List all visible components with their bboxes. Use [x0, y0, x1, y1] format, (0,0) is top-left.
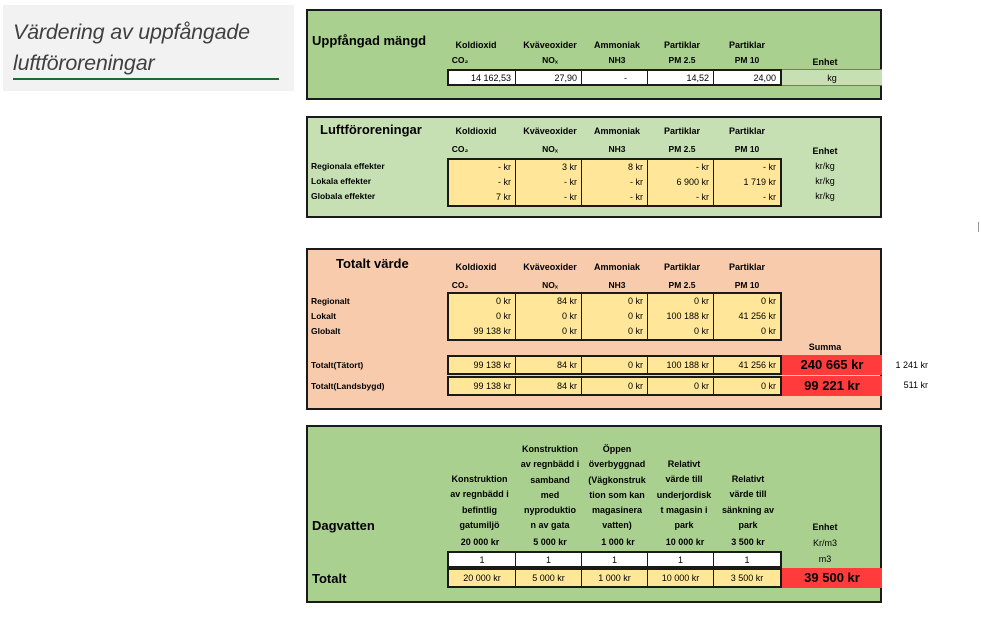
- value-cell[interactable]: 99 138 kr: [449, 324, 516, 339]
- col-header-dagvatten-5: Relativt värde till sänkning av park: [721, 474, 775, 530]
- value-cell[interactable]: - kr: [648, 160, 714, 175]
- sum-dagvatten[interactable]: 39 500 kr: [782, 568, 882, 588]
- price-cell: 10 000 kr: [665, 537, 705, 547]
- table-row: [449, 160, 780, 175]
- col-header-pm10: Partiklar: [728, 262, 766, 272]
- qty-unit: m3: [818, 554, 832, 564]
- col-header-pm25: Partiklar: [663, 126, 701, 136]
- value-cell[interactable]: 7 kr: [449, 190, 516, 205]
- value-cell[interactable]: 0 kr: [449, 309, 516, 324]
- value-cell[interactable]: 0 kr: [449, 294, 516, 309]
- value-cell[interactable]: 100 188 kr: [648, 309, 714, 324]
- value-cell[interactable]: 0 kr: [760, 326, 776, 336]
- value-cell[interactable]: 0 kr: [582, 378, 648, 394]
- quantity-input[interactable]: 1: [744, 555, 750, 565]
- summa-label: Summa: [808, 342, 842, 352]
- col-header-co2: Koldioxid: [455, 262, 497, 272]
- section-title: Totalt värde: [336, 256, 409, 271]
- col-sub-nh3: NH3: [608, 280, 626, 290]
- value-cell[interactable]: - kr: [582, 175, 648, 190]
- col-sub-pm25: PM 2.5: [668, 55, 696, 65]
- value-cell[interactable]: 0 kr: [516, 309, 582, 324]
- section-title: Luftföroreningar: [320, 122, 422, 137]
- value-cell[interactable]: - kr: [582, 190, 648, 205]
- totalt-landsbygd-row: [447, 376, 782, 396]
- value-cell[interactable]: 0 kr: [760, 381, 776, 391]
- value-cell[interactable]: - kr: [648, 190, 714, 205]
- value-cell[interactable]: 6 900 kr: [648, 175, 714, 190]
- price-cell: 1 000 kr: [601, 537, 635, 547]
- value-cell[interactable]: 24,00: [753, 73, 776, 83]
- row-label: Lokalt: [311, 311, 337, 321]
- row-label: Regionalt: [311, 296, 350, 306]
- value-cell[interactable]: 84 kr: [516, 357, 582, 373]
- unit-header: Enhet: [812, 57, 838, 67]
- section-uppfangad: [306, 9, 882, 100]
- col-header-nox: Kväveoxider: [523, 40, 577, 50]
- value-cell[interactable]: 0 kr: [648, 324, 714, 339]
- value-cell[interactable]: 0 kr: [582, 309, 648, 324]
- value-cell[interactable]: - kr: [763, 192, 776, 202]
- value-cell[interactable]: 20 000 kr: [449, 570, 516, 586]
- value-cell[interactable]: 1 719 kr: [743, 177, 776, 187]
- value-cell[interactable]: 84 kr: [516, 378, 582, 394]
- value-cell[interactable]: 5 000 kr: [516, 570, 582, 586]
- page-title: Värdering av uppfångade luftföroreningar: [13, 20, 250, 75]
- table-row: [449, 309, 780, 324]
- title-box: [3, 5, 294, 91]
- value-cell[interactable]: 0 kr: [516, 324, 582, 339]
- col-header-nh3: Ammoniak: [593, 262, 640, 272]
- value-cell[interactable]: 41 256 kr: [738, 311, 776, 321]
- col-header-nh3: Ammoniak: [593, 126, 640, 136]
- title-underline: [13, 78, 279, 80]
- col-sub-nh3: NH3: [608, 144, 626, 154]
- value-cell[interactable]: 3 500 kr: [730, 573, 764, 583]
- luft-values-grid: [447, 158, 782, 207]
- quantity-input[interactable]: 1: [516, 553, 582, 568]
- total-label: Totalt: [312, 571, 347, 586]
- value-cell[interactable]: 84 kr: [516, 294, 582, 309]
- row-label: Globala effekter: [311, 191, 376, 201]
- sum-tatort[interactable]: 240 665 kr: [782, 355, 882, 375]
- col-header-co2: Koldioxid: [455, 40, 497, 50]
- value-cell[interactable]: - kr: [516, 175, 582, 190]
- row-label: Totalt(Landsbygd): [311, 381, 385, 391]
- col-sub-pm10: PM 10: [734, 144, 760, 154]
- unit-cell: kr/kg: [815, 176, 835, 186]
- quantity-input[interactable]: 1: [648, 553, 714, 568]
- col-header-dagvatten-3: Öppen överbyggnad (Vägkonstruk tion som kan magasinera vatten): [588, 444, 646, 531]
- col-sub-nox: NOₓ: [542, 55, 558, 65]
- col-header-pm25: Partiklar: [663, 262, 701, 272]
- unit-header: Enhet: [812, 146, 838, 156]
- col-sub-nox: NOₓ: [542, 144, 558, 154]
- value-cell[interactable]: 1 000 kr: [582, 570, 648, 586]
- section-dagvatten: [306, 425, 882, 603]
- col-header-pm10: Partiklar: [728, 126, 766, 136]
- value-cell[interactable]: 0 kr: [648, 378, 714, 394]
- value-cell[interactable]: 14 162,53: [449, 71, 516, 86]
- section-totalt-varde: [306, 248, 882, 410]
- value-cell[interactable]: 99 138 kr: [449, 378, 516, 394]
- price-cell: 5 000 kr: [533, 537, 567, 547]
- col-header-co2: Koldioxid: [455, 126, 497, 136]
- value-cell[interactable]: 14,52: [648, 71, 714, 86]
- value-cell[interactable]: 0 kr: [760, 296, 776, 306]
- col-sub-co2: CO₂: [451, 55, 469, 65]
- unit-header: Enhet: [812, 522, 838, 532]
- price-unit: Kr/m3: [812, 538, 837, 548]
- value-cell[interactable]: 0 kr: [582, 294, 648, 309]
- price-cell: 3 500 kr: [731, 537, 765, 547]
- row-label: Totalt(Tätort): [311, 360, 364, 370]
- value-cell[interactable]: 10 000 kr: [648, 570, 714, 586]
- col-sub-nh3: NH3: [608, 55, 626, 65]
- value-cell[interactable]: - kr: [449, 160, 516, 175]
- value-cell[interactable]: - kr: [763, 162, 776, 172]
- totalt-values-grid: [447, 292, 782, 341]
- col-sub-co2: CO₂: [451, 144, 469, 154]
- col-header-nh3: Ammoniak: [593, 40, 640, 50]
- unit-cell: kg: [782, 69, 882, 86]
- price-cell: 20 000 kr: [460, 537, 500, 547]
- table-row: [449, 294, 780, 309]
- quantity-input[interactable]: 1: [449, 553, 516, 568]
- row-label: Globalt: [311, 326, 341, 336]
- table-row: [449, 190, 780, 205]
- side-value-landsbygd: 511 kr: [903, 380, 928, 390]
- unit-cell: kr/kg: [815, 191, 835, 201]
- section-title: Uppfångad mängd: [312, 33, 427, 48]
- quantity-input[interactable]: 1: [582, 553, 648, 568]
- value-cell[interactable]: 0 kr: [582, 357, 648, 373]
- value-cell[interactable]: 27,90: [516, 71, 582, 86]
- value-cell[interactable]: 100 188 kr: [648, 357, 714, 373]
- value-cell[interactable]: 0 kr: [648, 294, 714, 309]
- side-value-tatort: 1 241 kr: [895, 360, 928, 370]
- dagvatten-total-row: [447, 568, 782, 588]
- uppfangad-values-row: [447, 69, 782, 86]
- value-cell[interactable]: - kr: [449, 175, 516, 190]
- value-cell[interactable]: -: [582, 71, 648, 86]
- col-header-dagvatten-4: Relativt värde till underjordisk t magasin i park: [656, 459, 712, 531]
- value-cell[interactable]: - kr: [516, 190, 582, 205]
- col-sub-co2: CO₂: [451, 280, 469, 290]
- sum-landsbygd[interactable]: 99 221 kr: [782, 376, 882, 396]
- section-title: Dagvatten: [312, 518, 375, 533]
- row-label: Lokala effekter: [311, 176, 371, 186]
- section-luftfororeningar: [306, 116, 882, 218]
- col-sub-pm25: PM 2.5: [668, 280, 696, 290]
- col-sub-pm10: PM 10: [734, 280, 760, 290]
- value-cell[interactable]: 0 kr: [582, 324, 648, 339]
- divider-mark: [978, 222, 979, 232]
- col-header-pm10: Partiklar: [728, 40, 766, 50]
- col-sub-nox: NOₓ: [542, 280, 558, 290]
- col-sub-pm10: PM 10: [734, 55, 760, 65]
- value-cell[interactable]: 99 138 kr: [449, 357, 516, 373]
- row-label: Regionala effekter: [311, 161, 385, 171]
- table-row: [449, 175, 780, 190]
- value-cell[interactable]: 41 256 kr: [738, 360, 776, 370]
- col-header-nox: Kväveoxider: [523, 262, 577, 272]
- value-cell[interactable]: 8 kr: [582, 160, 648, 175]
- value-cell[interactable]: 3 kr: [516, 160, 582, 175]
- totalt-tatort-row: [447, 355, 782, 375]
- col-header-pm25: Partiklar: [663, 40, 701, 50]
- col-header-dagvatten-1: Konstruktion av regnbädd i befintlig gatumiljö: [450, 474, 509, 530]
- col-header-nox: Kväveoxider: [523, 126, 577, 136]
- dagvatten-qty-row: [447, 551, 782, 568]
- col-header-dagvatten-2: Konstruktion av regnbädd i samband med nyproduktio n av gata: [520, 444, 580, 531]
- col-sub-pm25: PM 2.5: [668, 144, 696, 154]
- table-row: [449, 324, 780, 339]
- unit-cell: kr/kg: [815, 161, 835, 171]
